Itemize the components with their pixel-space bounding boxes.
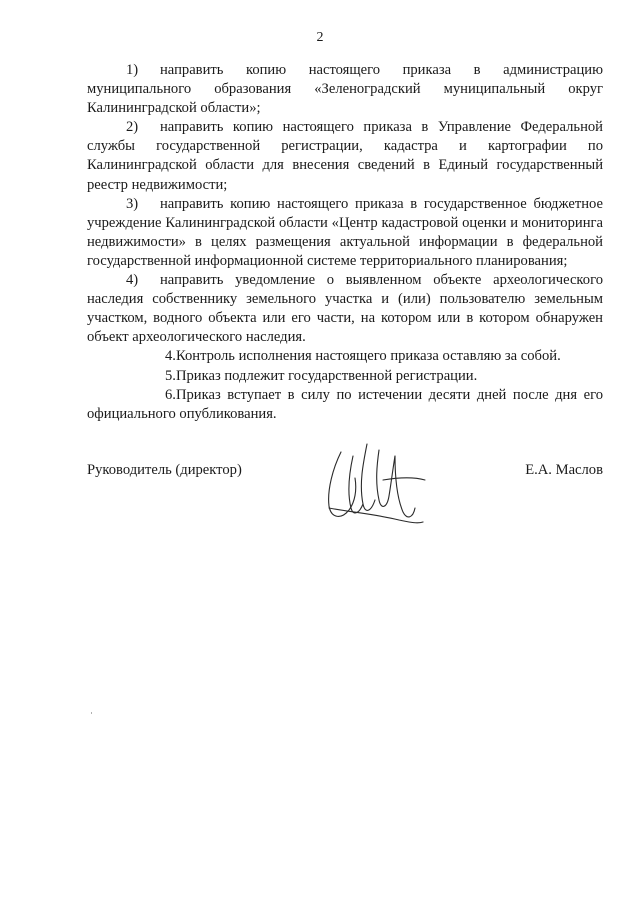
- clause-text: Контроль исполнения настоящего приказа оставляю за собой.: [175, 348, 561, 365]
- handwritten-signature: [319, 434, 439, 534]
- list-item-2: [87, 118, 603, 194]
- clause-number: 5.: [165, 367, 176, 384]
- item-number: 1): [126, 62, 139, 78]
- page-number: 2: [316, 30, 324, 45]
- clause-number: 4.: [165, 348, 176, 365]
- order-body: [87, 61, 603, 424]
- item-text: направить уведомление о выявленном объекте археологического наследия собственнику земельного участка и (или) пользователю земельным участком, водного объекта или его части, на котором или в котором обнаружен объект археологического наследия.: [87, 272, 603, 346]
- clause-text: Приказ вступает в силу по истечении десяти дней после дня его официального опубликования.: [87, 386, 603, 422]
- item-number: 4): [126, 272, 139, 289]
- clause-number: 6.: [165, 386, 176, 403]
- clause-4: [87, 347, 603, 366]
- clause-6: [87, 386, 603, 424]
- scan-speck: [91, 712, 92, 714]
- item-text: направить копию настоящего приказа в администрацию муниципального образования «Зеленоградский муниципальный округ Калининградской области»;: [87, 62, 603, 117]
- list-item-3: [87, 195, 603, 271]
- clause-5: [87, 367, 603, 386]
- list-item-4: [87, 271, 603, 347]
- signer-role: Руководитель (директор): [87, 462, 242, 478]
- clause-text: Приказ подлежит государственной регистрации.: [175, 367, 478, 384]
- list-item-1: [87, 61, 603, 118]
- signer-name: Е.А. Маслов: [525, 462, 603, 478]
- item-text: направить копию настоящего приказа в государственное бюджетное учреждение Калининградской области «Центр кадастровой оценки и мониторинга недвижимости» в целях размещения актуальной информации в федеральной государственной информационной системе территориального планирования;: [87, 195, 603, 269]
- item-number: 3): [126, 195, 139, 212]
- signature-block: [87, 452, 603, 542]
- item-text: направить копию настоящего приказа в Управление Федеральной службы государственной регистрации, кадастра и картографии по Калининградской области для внесения сведений в Единый государственный реестр недвижимости;: [87, 119, 603, 193]
- item-number: 2): [126, 119, 139, 136]
